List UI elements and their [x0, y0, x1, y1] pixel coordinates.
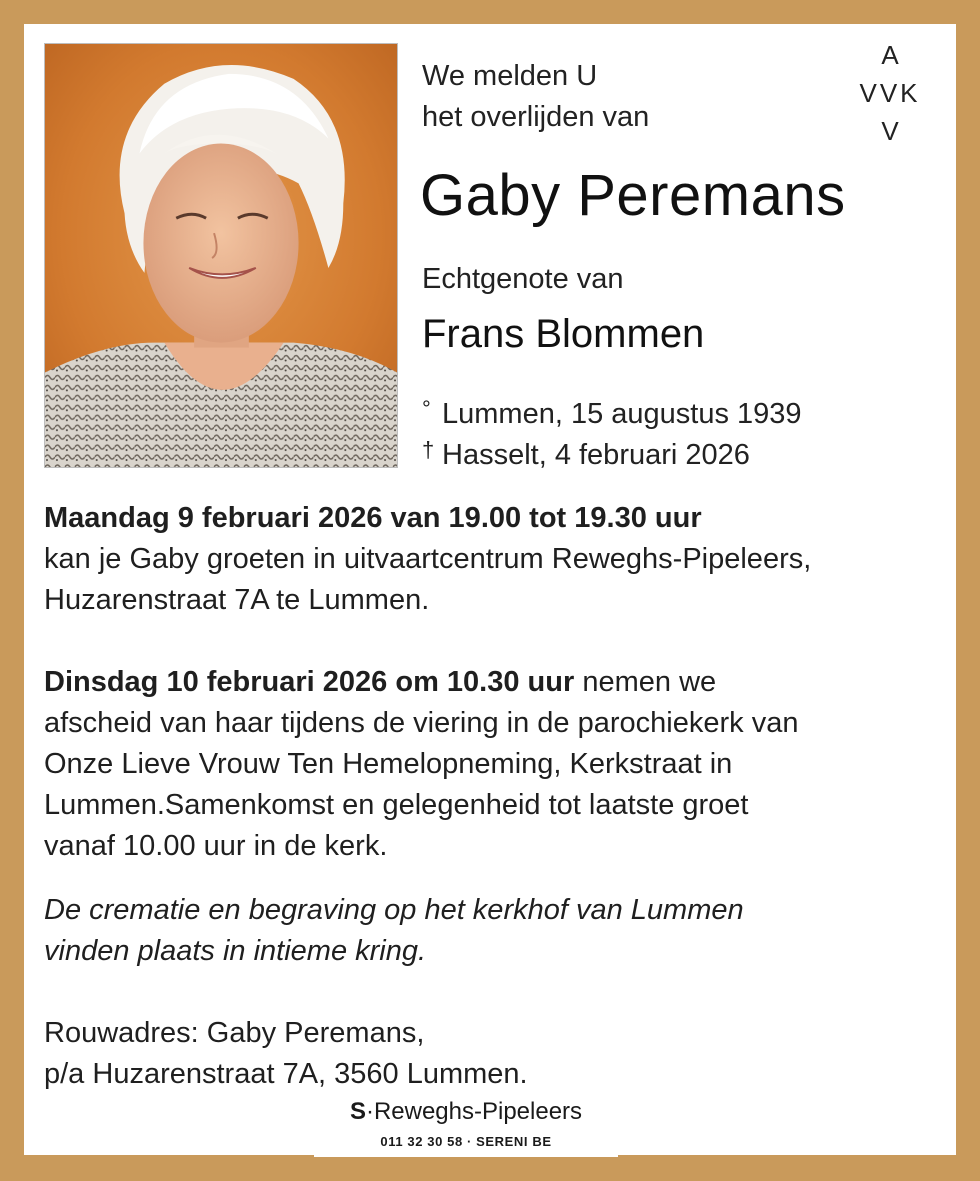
spouse-intro: Echtgenote van: [422, 263, 624, 295]
symbol-row-2: VVK: [859, 78, 921, 108]
ceremony-line-4: Lummen.Samenkomst en gelegenheid tot laatste groet: [44, 789, 749, 821]
address-line-1: Rouwadres: Gaby Peremans,: [44, 1017, 425, 1049]
logo-s-icon: S: [349, 1098, 366, 1125]
ceremony-line-1-rest: nemen we: [574, 666, 717, 698]
death-info: Hasselt, 4 februari 2026: [442, 439, 750, 471]
visitation-datetime: Maandag 9 februari 2026 van 19.00 tot 19.30 uur: [44, 502, 702, 534]
ceremony-line-1: [44, 662, 944, 703]
visitation-line-1: kan je Gaby groeten in uitvaartcentrum Reweghs-Pipeleers,: [44, 543, 812, 575]
death-cross-icon: †: [422, 437, 435, 462]
ceremony-datetime: Dinsdag 10 februari 2026 om 10.30 uur: [44, 666, 575, 698]
birth-mark: °: [422, 396, 431, 421]
obituary-body: [44, 498, 944, 1095]
obituary-card: [24, 24, 956, 1155]
funeral-home-contact: 011 32 30 58 · SERENI BE: [380, 1134, 552, 1149]
vvk-symbol: [852, 36, 928, 150]
address-paragraph: [44, 1013, 944, 1095]
symbol-row-3: V: [881, 116, 899, 146]
ceremony-paragraph: [44, 662, 944, 867]
portrait-photo: [44, 43, 398, 468]
intro-line-1: We melden U: [422, 60, 598, 92]
visitation-line-2: Huzarenstraat 7A te Lummen.: [44, 584, 430, 616]
spouse-name: Frans Blommen: [422, 312, 705, 356]
intro-line-2: het overlijden van: [422, 101, 650, 133]
announcement-intro: [422, 56, 649, 138]
funeral-home-name: ·Reweghs-Pipeleers: [365, 1098, 583, 1125]
ceremony-line-5: vanaf 10.00 uur in de kerk.: [44, 830, 388, 862]
visitation-paragraph: [44, 498, 944, 621]
birth-info: Lummen, 15 augustus 1939: [442, 398, 802, 430]
symbol-row-1: A: [881, 40, 899, 70]
portrait-image: [45, 44, 397, 467]
birth-line: [422, 394, 802, 435]
address-line-2: p/a Huzarenstraat 7A, 3560 Lummen.: [44, 1058, 528, 1090]
death-line: [422, 435, 802, 476]
funeral-home-logo: [340, 1098, 592, 1126]
life-dates: [422, 394, 802, 476]
cremation-line-1: De crematie en begraving op het kerkhof van Lummen: [44, 894, 744, 926]
deceased-name: Gaby Peremans: [420, 163, 846, 228]
ceremony-line-2: afscheid van haar tijdens de viering in de parochiekerk van: [44, 707, 799, 739]
ceremony-line-3: Onze Lieve Vrouw Ten Hemelopneming, Kerkstraat in: [44, 748, 733, 780]
cremation-paragraph: [44, 890, 944, 972]
cremation-line-2: vinden plaats in intieme kring.: [44, 935, 427, 967]
